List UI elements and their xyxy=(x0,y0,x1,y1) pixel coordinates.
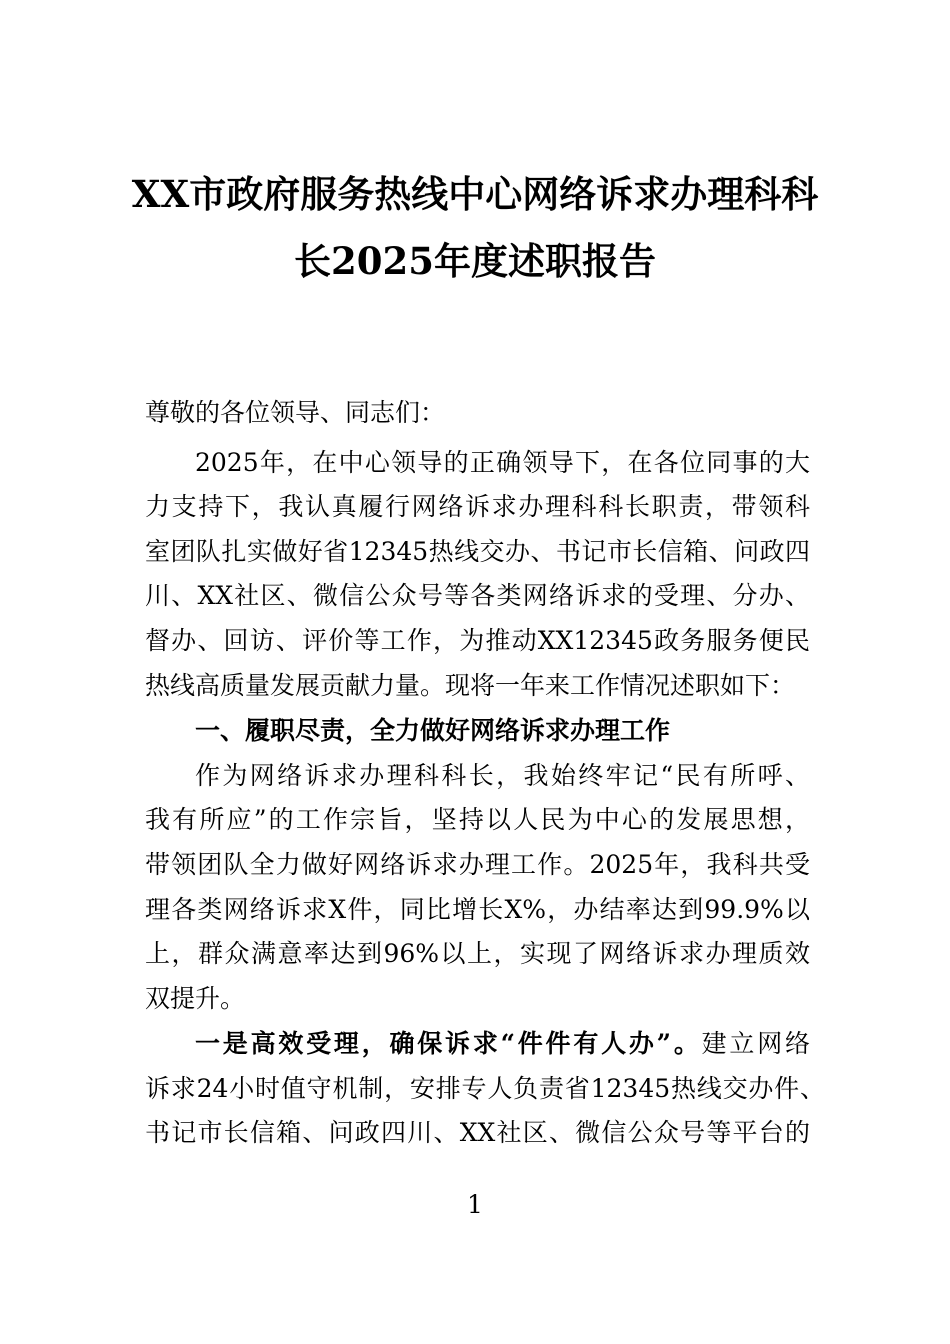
document-title-line-2: 长2025年度述职报告 xyxy=(294,239,656,283)
intro-line: 力支持下，我认真履行网络诉求办理科科长职责，带领科 xyxy=(145,492,810,521)
point-line xyxy=(195,1029,810,1059)
intro-line: 督办、回访、评价等工作，为推动XX12345政务服务便民 xyxy=(145,626,810,655)
point-text: 建立网络 xyxy=(701,1029,810,1058)
intro-line: 2025年，在中心领导的正确领导下，在各位同事的大 xyxy=(195,448,810,477)
intro-line: 热线高质量发展贡献力量。现将一年来工作情况述职如下： xyxy=(145,671,796,700)
salutation: 尊敬的各位领导、同志们： xyxy=(145,398,446,427)
section-line: 我有所应”的工作宗旨，坚持以人民为中心的发展思想， xyxy=(145,805,810,834)
section-heading: 一、履职尽责，全力做好网络诉求办理工作 xyxy=(195,716,671,745)
point-line: 诉求24小时值守机制，安排专人负责省12345热线交办件、 xyxy=(145,1074,825,1103)
intro-line: 室团队扎实做好省12345热线交办、书记市长信箱、问政四 xyxy=(145,537,810,566)
point-line: 书记市长信箱、问政四川、XX社区、微信公众号等平台的 xyxy=(145,1118,810,1147)
section-line: 双提升。 xyxy=(145,984,246,1013)
section-line: 带领团队全力做好网络诉求办理工作。2025年，我科共受 xyxy=(145,850,810,879)
intro-line: 川、XX社区、微信公众号等各类网络诉求的受理、分办、 xyxy=(145,581,810,610)
page-number: 1 xyxy=(467,1190,483,1219)
document-title-line-1: XX市政府服务热线中心网络诉求办理科科 xyxy=(131,172,819,216)
section-line: 理各类网络诉求X件，同比增长X%，办结率达到99.9%以 xyxy=(145,895,810,924)
section-line: 上，群众满意率达到96%以上，实现了网络诉求办理质效 xyxy=(145,939,810,968)
section-line: 作为网络诉求办理科科长，我始终牢记“民有所呼、 xyxy=(195,761,810,790)
point-lead: 一是高效受理，确保诉求“件件有人办”。 xyxy=(195,1029,702,1058)
